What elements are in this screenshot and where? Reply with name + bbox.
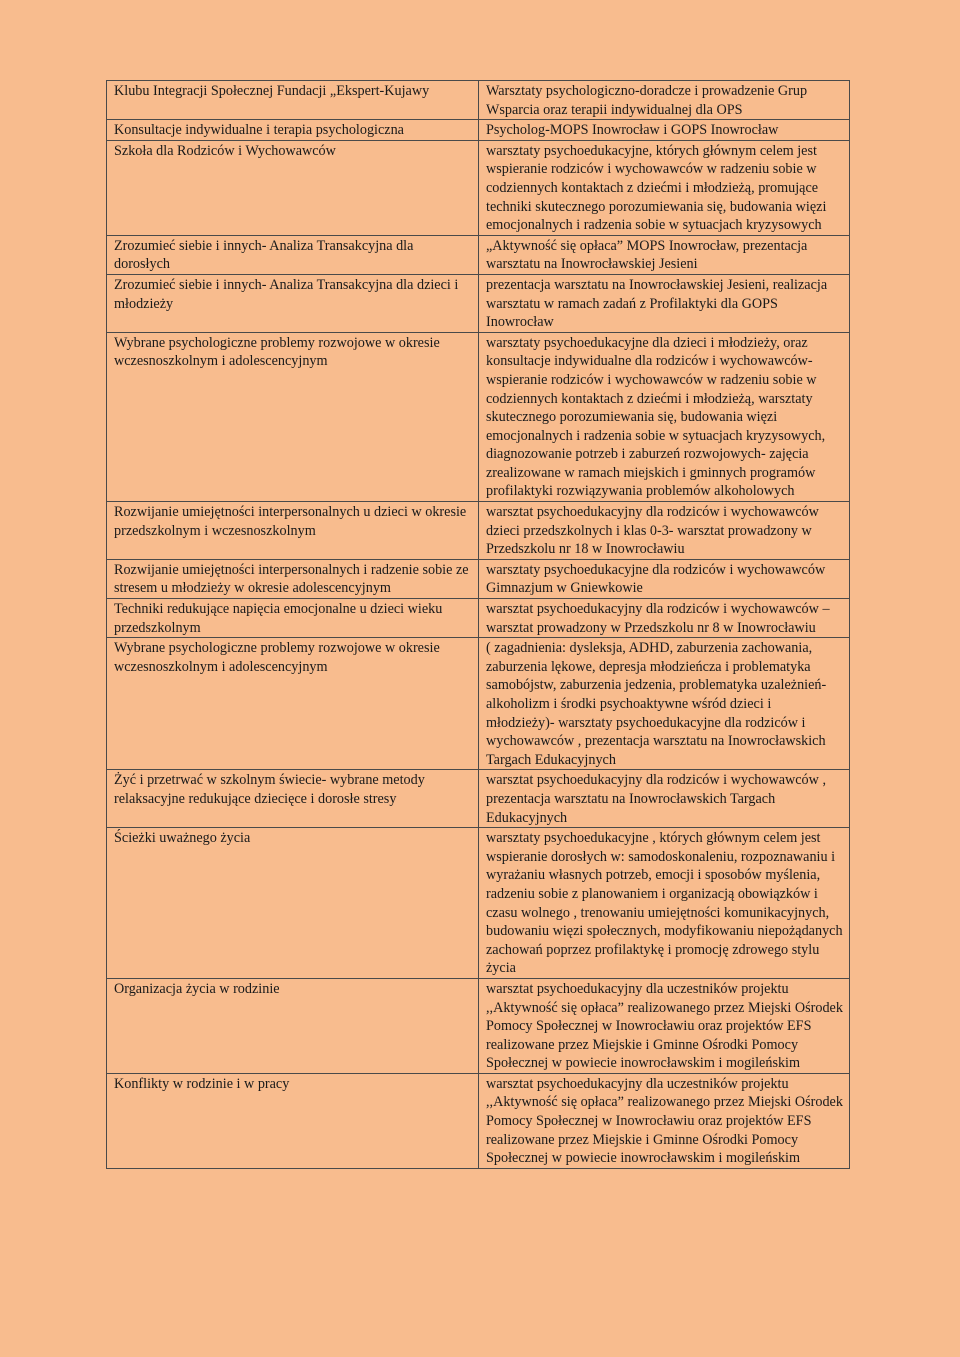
activity-title: Ścieżki uważnego życia — [107, 828, 479, 979]
activity-title: Techniki redukujące napięcia emocjonalne u dzieci wieku przedszkolnym — [107, 599, 479, 638]
table-row — [107, 599, 850, 638]
table-row — [107, 770, 850, 828]
activity-description: warsztat psychoedukacyjny dla rodziców i wychowawców –warsztat prowadzony w Przedszkolu nr 8 w Inowrocławiu — [479, 599, 850, 638]
activity-title: Konsultacje indywidualne i terapia psychologiczna — [107, 120, 479, 141]
activity-description: warsztaty psychoedukacyjne dla rodziców i wychowawców Gimnazjum w Gniewkowie — [479, 559, 850, 598]
activity-description: warsztat psychoedukacyjny dla uczestników projektu ,,Aktywność się opłaca” realizowanego przez Miejski Ośrodek Pomocy Społecznej w Inowrocławiu oraz projektów EFS realizowane przez Miejskie i Gminne Ośrodki Pomocy Społecznej w powiecie inowrocławskim i mogileńskim — [479, 978, 850, 1073]
activity-description: warsztat psychoedukacyjny dla uczestników projektu ,,Aktywność się opłaca” realizowanego przez Miejski Ośrodek Pomocy Społecznej w Inowrocławiu oraz projektów EFS realizowane przez Miejskie i Gminne Ośrodki Pomocy Społecznej w powiecie inowrocławskim i mogileńskim — [479, 1073, 850, 1168]
activity-description: Warsztaty psychologiczno-doradcze i prowadzenie Grup Wsparcia oraz terapii indywidualnej dla OPS — [479, 81, 850, 120]
activity-description: „Aktywność się opłaca” MOPS Inowrocław, prezentacja warsztatu na Inowrocławskiej Jesieni — [479, 235, 850, 274]
activity-title: Rozwijanie umiejętności interpersonalnych i radzenie sobie ze stresem u młodzieży w okresie adolescencyjnym — [107, 559, 479, 598]
table-row — [107, 502, 850, 560]
table-row — [107, 978, 850, 1073]
activity-title: Klubu Integracji Społecznej Fundacji „Ekspert-Kujawy — [107, 81, 479, 120]
table-row — [107, 828, 850, 979]
activity-description: warsztat psychoedukacyjny dla rodziców i wychowawców , prezentacja warsztatu na Inowrocławskich Targach Edukacyjnych — [479, 770, 850, 828]
activity-title: Zrozumieć siebie i innych- Analiza Transakcyjna dla dzieci i młodzieży — [107, 274, 479, 332]
activity-title: Szkoła dla Rodziców i Wychowawców — [107, 140, 479, 235]
table-row — [107, 235, 850, 274]
activity-description: warsztat psychoedukacyjny dla rodziców i wychowawców dzieci przedszkolnych i klas 0-3- warsztat prowadzony w Przedszkolu nr 18 w Inowrocławiu — [479, 502, 850, 560]
table-row — [107, 332, 850, 501]
table-row — [107, 140, 850, 235]
activity-description: prezentacja warsztatu na Inowrocławskiej Jesieni, realizacja warsztatu w ramach zadań z Profilaktyki dla GOPS Inowrocław — [479, 274, 850, 332]
table-row — [107, 274, 850, 332]
activity-title: Rozwijanie umiejętności interpersonalnych u dzieci w okresie przedszkolnym i wczesnoszkolnym — [107, 502, 479, 560]
activity-description: warsztaty psychoedukacyjne , których głównym celem jest wspieranie dorosłych w: samodoskonaleniu, rozpoznawaniu i wyrażaniu własnych potrzeb, emocji i sposobów myślenia, radzeniu sobie z planowaniem i organizacją obowiązków i czasu wolnego , trenowaniu umiejętności komunikacyjnych, budowaniu więzi społecznych, modyfikowaniu niepożądanych zachowań poprzez profilaktykę i promocję zdrowego stylu życia — [479, 828, 850, 979]
activity-description: ( zagadnienia: dysleksja, ADHD, zaburzenia zachowania, zaburzenia lękowe, depresja młodzieńcza i problematyka samobójstw, zaburzenia jedzenia, problematyka uzależnień-alkoholizm i środki psychoaktywne wśród dzieci i młodzieży)- warsztaty psychoedukacyjne dla rodziców i wychowawców , prezentacja warsztatu na Inowrocławskich Targach Edukacyjnych — [479, 638, 850, 770]
activity-title: Zrozumieć siebie i innych- Analiza Transakcyjna dla dorosłych — [107, 235, 479, 274]
activity-description: warsztaty psychoedukacyjne, których głównym celem jest wspieranie rodziców i wychowawców w radzeniu sobie w codziennych kontaktach z dziećmi i młodzieżą, promujące techniki skutecznego porozumiewania się, budowania więzi emocjonalnych i radzenia sobie w sytuacjach kryzysowych — [479, 140, 850, 235]
activity-title: Wybrane psychologiczne problemy rozwojowe w okresie wczesnoszkolnym i adolescencyjnym — [107, 332, 479, 501]
activity-title: Żyć i przetrwać w szkolnym świecie- wybrane metody relaksacyjne redukujące dziecięce i dorosłe stresy — [107, 770, 479, 828]
table-row — [107, 81, 850, 120]
activity-title: Organizacja życia w rodzinie — [107, 978, 479, 1073]
table-row — [107, 120, 850, 141]
activity-title: Konflikty w rodzinie i w pracy — [107, 1073, 479, 1168]
activity-description: warsztaty psychoedukacyjne dla dzieci i młodzieży, oraz konsultacje indywidualne dla rodziców i wychowawców-wspieranie rodziców i wychowawców w radzeniu sobie w codziennych kontaktach z dziećmi i młodzieżą, warsztaty skutecznego porozumiewania się, budowania więzi emocjonalnych i radzenia sobie w sytuacjach kryzysowych, diagnozowanie potrzeb i zaburzeń rozwojowych- zajęcia zrealizowane w ramach miejskich i gminnych programów profilaktyki rozwiązywania problemów alkoholowych — [479, 332, 850, 501]
table-row — [107, 1073, 850, 1168]
activity-title: Wybrane psychologiczne problemy rozwojowe w okresie wczesnoszkolnym i adolescencyjnym — [107, 638, 479, 770]
activity-description: Psycholog-MOPS Inowrocław i GOPS Inowrocław — [479, 120, 850, 141]
activities-table — [106, 80, 850, 1169]
table-row — [107, 559, 850, 598]
table-row — [107, 638, 850, 770]
